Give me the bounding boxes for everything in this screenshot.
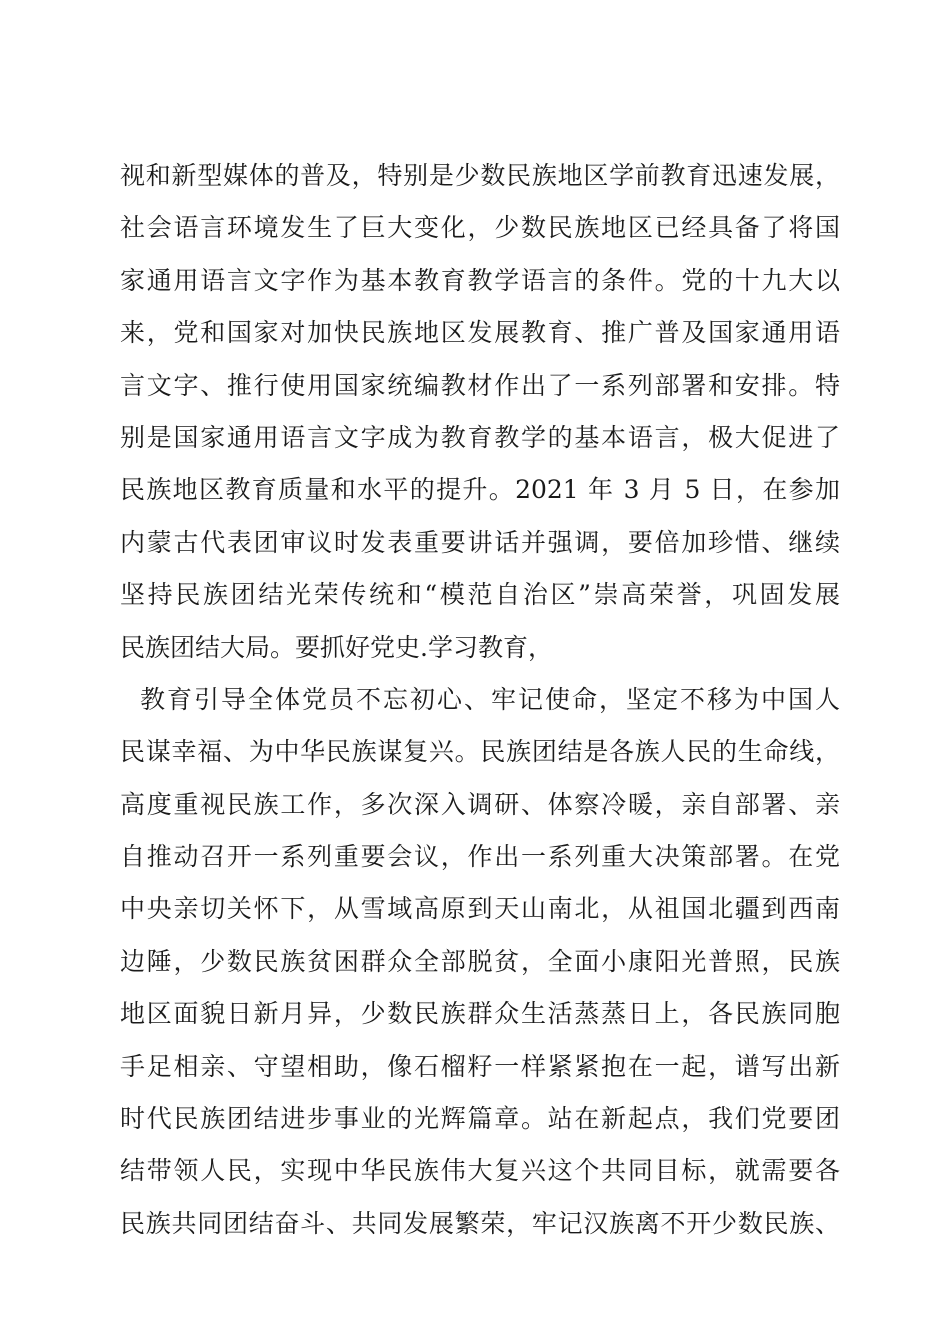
text-line: 手足相亲、守望相助，像石榴籽一样紧紧抱在一起，谱写出新 bbox=[120, 1051, 840, 1081]
text-line: 地区面貌日新月异，少数民族群众生活蒸蒸日上，各民族同胞 bbox=[120, 999, 840, 1029]
text-line: 结带领人民，实现中华民族伟大复兴这个共同目标，就需要各 bbox=[120, 1156, 840, 1186]
text-line: 别是国家通用语言文字成为教育教学的基本语言，极大促进了 bbox=[120, 422, 840, 452]
text-line: 坚持民族团结光荣传统和“模范自治区”崇高荣誉，巩固发展 bbox=[120, 580, 840, 610]
text-line: 民谋幸福、为中华民族谋复兴。民族团结是各族人民的生命线， bbox=[120, 737, 840, 767]
text-line: 言文字、推行使用国家统编教材作出了一系列部署和安排。特 bbox=[120, 370, 840, 400]
text-line: 民族地区教育质量和水平的提升。2021 年 3 月 5 日，在参加 bbox=[120, 475, 840, 505]
text-line: 时代民族团结进步事业的光辉篇章。站在新起点，我们党要团 bbox=[120, 1104, 840, 1134]
text-line: 民族共同团结奋斗、共同发展繁荣，牢记汉族离不开少数民族、 bbox=[120, 1208, 840, 1238]
text-line: 自推动召开一系列重要会议，作出一系列重大决策部署。在党 bbox=[120, 842, 840, 872]
text-line: 教育引导全体党员不忘初心、牢记使命，坚定不移为中国人 bbox=[140, 684, 840, 714]
text-line: 边陲，少数民族贫困群众全部脱贫，全面小康阳光普照，民族 bbox=[120, 946, 840, 976]
text-line: 来，党和国家对加快民族地区发展教育、推广普及国家通用语 bbox=[120, 318, 840, 348]
text-line: 视和新型媒体的普及，特别是少数民族地区学前教育迅速发展， bbox=[120, 161, 840, 190]
body-text bbox=[120, 150, 840, 1250]
text-line: 内蒙古代表团审议时发表重要讲话并强调，要倍加珍惜、继续 bbox=[120, 527, 840, 557]
text-line: 家通用语言文字作为基本教育教学语言的条件。党的十九大以 bbox=[120, 265, 840, 295]
text-line: 社会语言环境发生了巨大变化，少数民族地区已经具备了将国 bbox=[120, 213, 840, 243]
text-line: 中央亲切关怀下，从雪域高原到天山南北，从祖国北疆到西南 bbox=[120, 894, 840, 924]
text-line: 民族团结大局。要抓好党史.学习教育， bbox=[120, 632, 553, 662]
text-line: 高度重视民族工作，多次深入调研、体察冷暖，亲自部署、亲 bbox=[120, 789, 840, 819]
